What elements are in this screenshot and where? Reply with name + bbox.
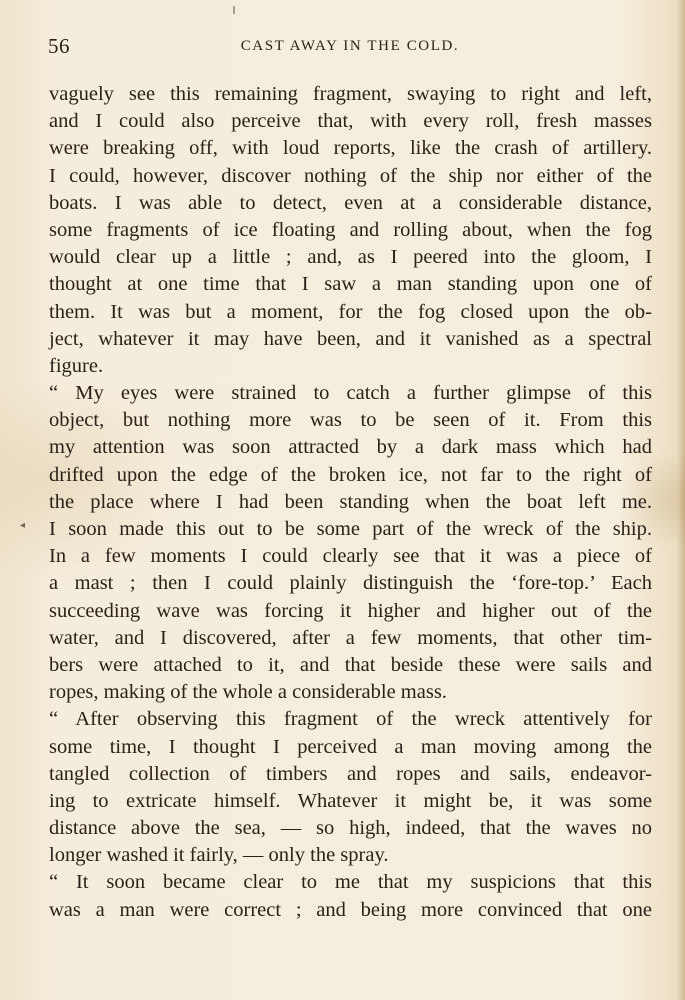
text-line: bers were attached to it, and that beside these were sails and <box>49 653 652 676</box>
text-line: ject, whatever it may have been, and it vanished as a spectral <box>49 327 652 350</box>
paragraph-end-line: figure. <box>49 354 104 377</box>
paragraph-end-line: longer washed it fairly, — only the spray. <box>49 844 389 867</box>
text-line: water, and I discovered, after a few moments, that other tim- <box>49 626 652 649</box>
text-line: distance above the sea, — so high, indeed, that the waves no <box>49 817 652 840</box>
page-number: 56 <box>48 34 70 58</box>
margin-mark: ◂ <box>20 520 26 531</box>
text-line: were breaking off, with loud reports, like the crash of artillery. <box>49 137 652 160</box>
text-line: I soon made this out to be some part of the wreck of the ship. <box>49 518 652 540</box>
text-line: ing to extricate himself. Whatever it might be, it was some <box>49 789 652 812</box>
text-line: was a man were correct ; and being more convinced that one <box>49 898 652 921</box>
text-line: “ My eyes were strained to catch a further glimpse of this <box>49 382 652 405</box>
body-text <box>49 81 652 924</box>
text-line: tangled collection of timbers and ropes and sails, endeavor- <box>49 762 652 785</box>
text-line: some time, I thought I perceived a man moving among the <box>49 735 652 758</box>
text-line: “ It soon became clear to me that my suspicions that this <box>49 871 652 894</box>
text-line: I could, however, discover nothing of the ship nor either of the <box>49 164 652 187</box>
paper-mark <box>233 6 235 14</box>
paragraph-end-line: ropes, making of the whole a considerable mass. <box>49 681 447 704</box>
text-line: a mast ; then I could plainly distinguish the ‘fore-top.’ Each <box>49 572 652 595</box>
running-head: CAST AWAY IN THE COLD. <box>240 38 460 54</box>
text-line: “ After observing this fragment of the wreck attentively for <box>49 708 652 731</box>
text-line: and I could also perceive that, with every roll, fresh masses <box>49 110 652 133</box>
page-edge-shadow <box>677 0 685 1000</box>
text-line: succeeding wave was forcing it higher and higher out of the <box>49 599 652 622</box>
text-line: some fragments of ice floating and rolling about, when the fog <box>49 218 652 241</box>
text-line: the place where I had been standing when the boat left me. <box>49 490 652 513</box>
text-line: In a few moments I could clearly see that it was a piece of <box>49 545 652 568</box>
text-line: boats. I was able to detect, even at a considerable distance, <box>49 191 652 214</box>
text-line: my attention was soon attracted by a dark mass which had <box>49 436 652 459</box>
text-line: thought at one time that I saw a man standing upon one of <box>49 273 652 296</box>
text-line: vaguely see this remaining fragment, swaying to right and left, <box>49 83 652 105</box>
text-line: would clear up a little ; and, as I peered into the gloom, I <box>49 246 652 269</box>
text-line: them. It was but a moment, for the fog closed upon the ob- <box>49 300 652 323</box>
text-line: object, but nothing more was to be seen of it. From this <box>49 409 652 432</box>
text-line: drifted upon the edge of the broken ice, not far to the right of <box>49 463 652 486</box>
page-header <box>48 34 652 60</box>
